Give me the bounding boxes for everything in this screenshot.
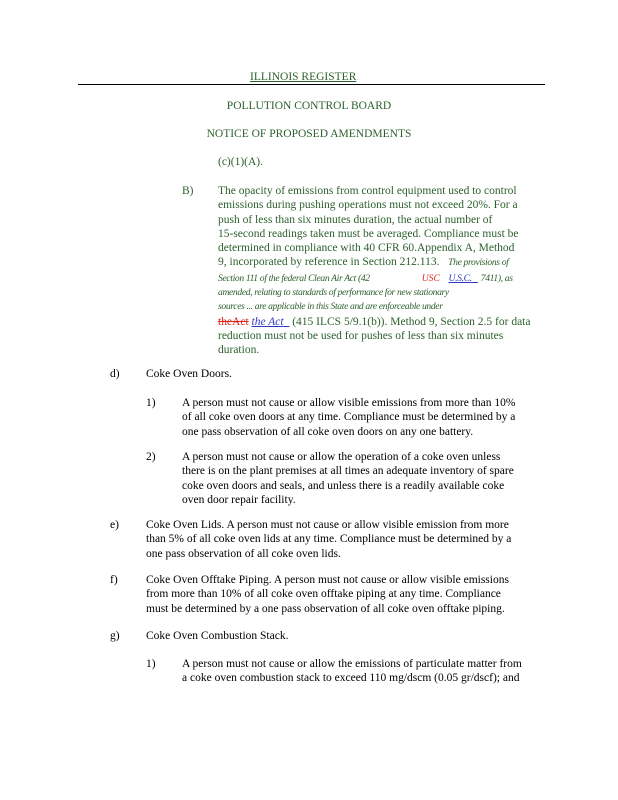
- para-d2-line: A person must not cause or allow the operation of a coke oven unless: [182, 451, 501, 463]
- para-f-label: f): [110, 574, 118, 586]
- para-d2-line: coke oven doors and seals, and unless there is a readily available coke: [182, 479, 505, 492]
- para-e-body: [146, 518, 511, 561]
- deleted-usc: USC: [421, 272, 440, 284]
- register-header-rule: [78, 72, 545, 85]
- para-d2-body: [182, 450, 514, 507]
- para-e-label: e): [110, 519, 119, 531]
- para-g-label: g): [110, 630, 120, 642]
- para-g1-label: 1): [146, 658, 156, 670]
- para-d2-line: there is on the plant premises at all times an adequate inventory of spare: [182, 465, 514, 478]
- notice-title: NOTICE OF PROPOSED AMENDMENTS: [206, 128, 412, 140]
- para-g-heading: Coke Oven Combustion Stack.: [146, 630, 289, 642]
- para-b-line7-italic: Section 111 of the federal Clean Air Act (42: [218, 272, 370, 284]
- para-d1-line: A person must not cause or allow visible emissions from more than 10%: [182, 397, 516, 409]
- para-d1-body: [182, 396, 515, 439]
- para-b-line6-text: 9, incorporated by reference in Section 212.113.: [218, 256, 440, 269]
- para-f-body: [146, 573, 509, 616]
- para-b-line: [218, 255, 530, 270]
- register-title: ILLINOIS REGISTER: [250, 71, 357, 83]
- para-b-line: determined in compliance with 40 CFR 60.Appendix A, Method: [218, 242, 515, 255]
- inserted-the-act: the Act: [251, 315, 284, 328]
- para-d-label: d): [110, 368, 120, 380]
- para-f-line: from more than 10% of all coke oven offtake piping at any time. Compliance: [146, 588, 501, 601]
- para-b-line: push of less than six minutes duration, the actual number of: [218, 213, 493, 226]
- para-d1-line: one pass observation of all coke oven doors on any one battery.: [182, 425, 474, 438]
- para-b-line6-italic: The provisions of: [448, 257, 509, 269]
- para-b-line: The opacity of emissions from control equipment used to control: [218, 185, 517, 197]
- para-f-line: must be determined by a one pass observation of all coke oven offtake piping.: [146, 602, 505, 615]
- para-g1-line: A person must not cause or allow the emissions of particulate matter from: [182, 658, 522, 670]
- para-b-body: [218, 184, 530, 358]
- para-d2-line: oven door repair facility.: [182, 493, 296, 506]
- para-g1-body: [182, 657, 522, 686]
- inserted-usc: U.S.C.: [448, 272, 472, 284]
- para-b-line10-rest: (415 ILCS 5/9.1(b)). Method 9, Section 2.5 for data: [292, 315, 531, 328]
- para-b-line: reduction must not be used for pushes of less than six minutes: [218, 329, 504, 342]
- para-d-heading: Coke Oven Doors.: [146, 368, 232, 380]
- para-b-line: [218, 315, 530, 329]
- para-d2-label: 2): [146, 451, 156, 463]
- para-e-line: Coke Oven Lids. A person must not cause or allow visible emission from more: [146, 519, 509, 531]
- para-d1-label: 1): [146, 397, 156, 409]
- para-d1-line: of all coke oven doors at any time. Compliance must be determined by a: [182, 411, 516, 424]
- para-b-line: [218, 271, 530, 286]
- para-b-line: sources ... are applicable in this State and are enforceable under: [218, 301, 443, 313]
- para-g1-line: a coke oven combustion stack to exceed 110 mg/dscm (0.05 gr/dscf); and: [182, 672, 520, 685]
- para-e-line: one pass observation of all coke oven lids.: [146, 547, 341, 560]
- para-b-line: amended, relating to standards of performance for new stationary: [218, 287, 449, 299]
- para-e-line: than 5% of all coke oven lids at any time. Compliance must be determined by a: [146, 533, 512, 546]
- continuation-text: (c)(1)(A).: [218, 156, 264, 168]
- para-f-line: Coke Oven Offtake Piping. A person must not cause or allow visible emissions: [146, 574, 509, 586]
- para-b-line: 15-second readings taken must be averaged. Compliance must be: [218, 227, 519, 240]
- deleted-the-act: theAct: [218, 315, 249, 328]
- para-b-line7-italic-end: 7411), as: [480, 272, 513, 284]
- para-b-line: emissions during pushing operations must not exceed 20%. For a: [218, 199, 518, 212]
- board-title: POLLUTION CONTROL BOARD: [226, 100, 392, 112]
- para-b-line: duration.: [218, 344, 260, 357]
- para-b-label: B): [182, 185, 194, 197]
